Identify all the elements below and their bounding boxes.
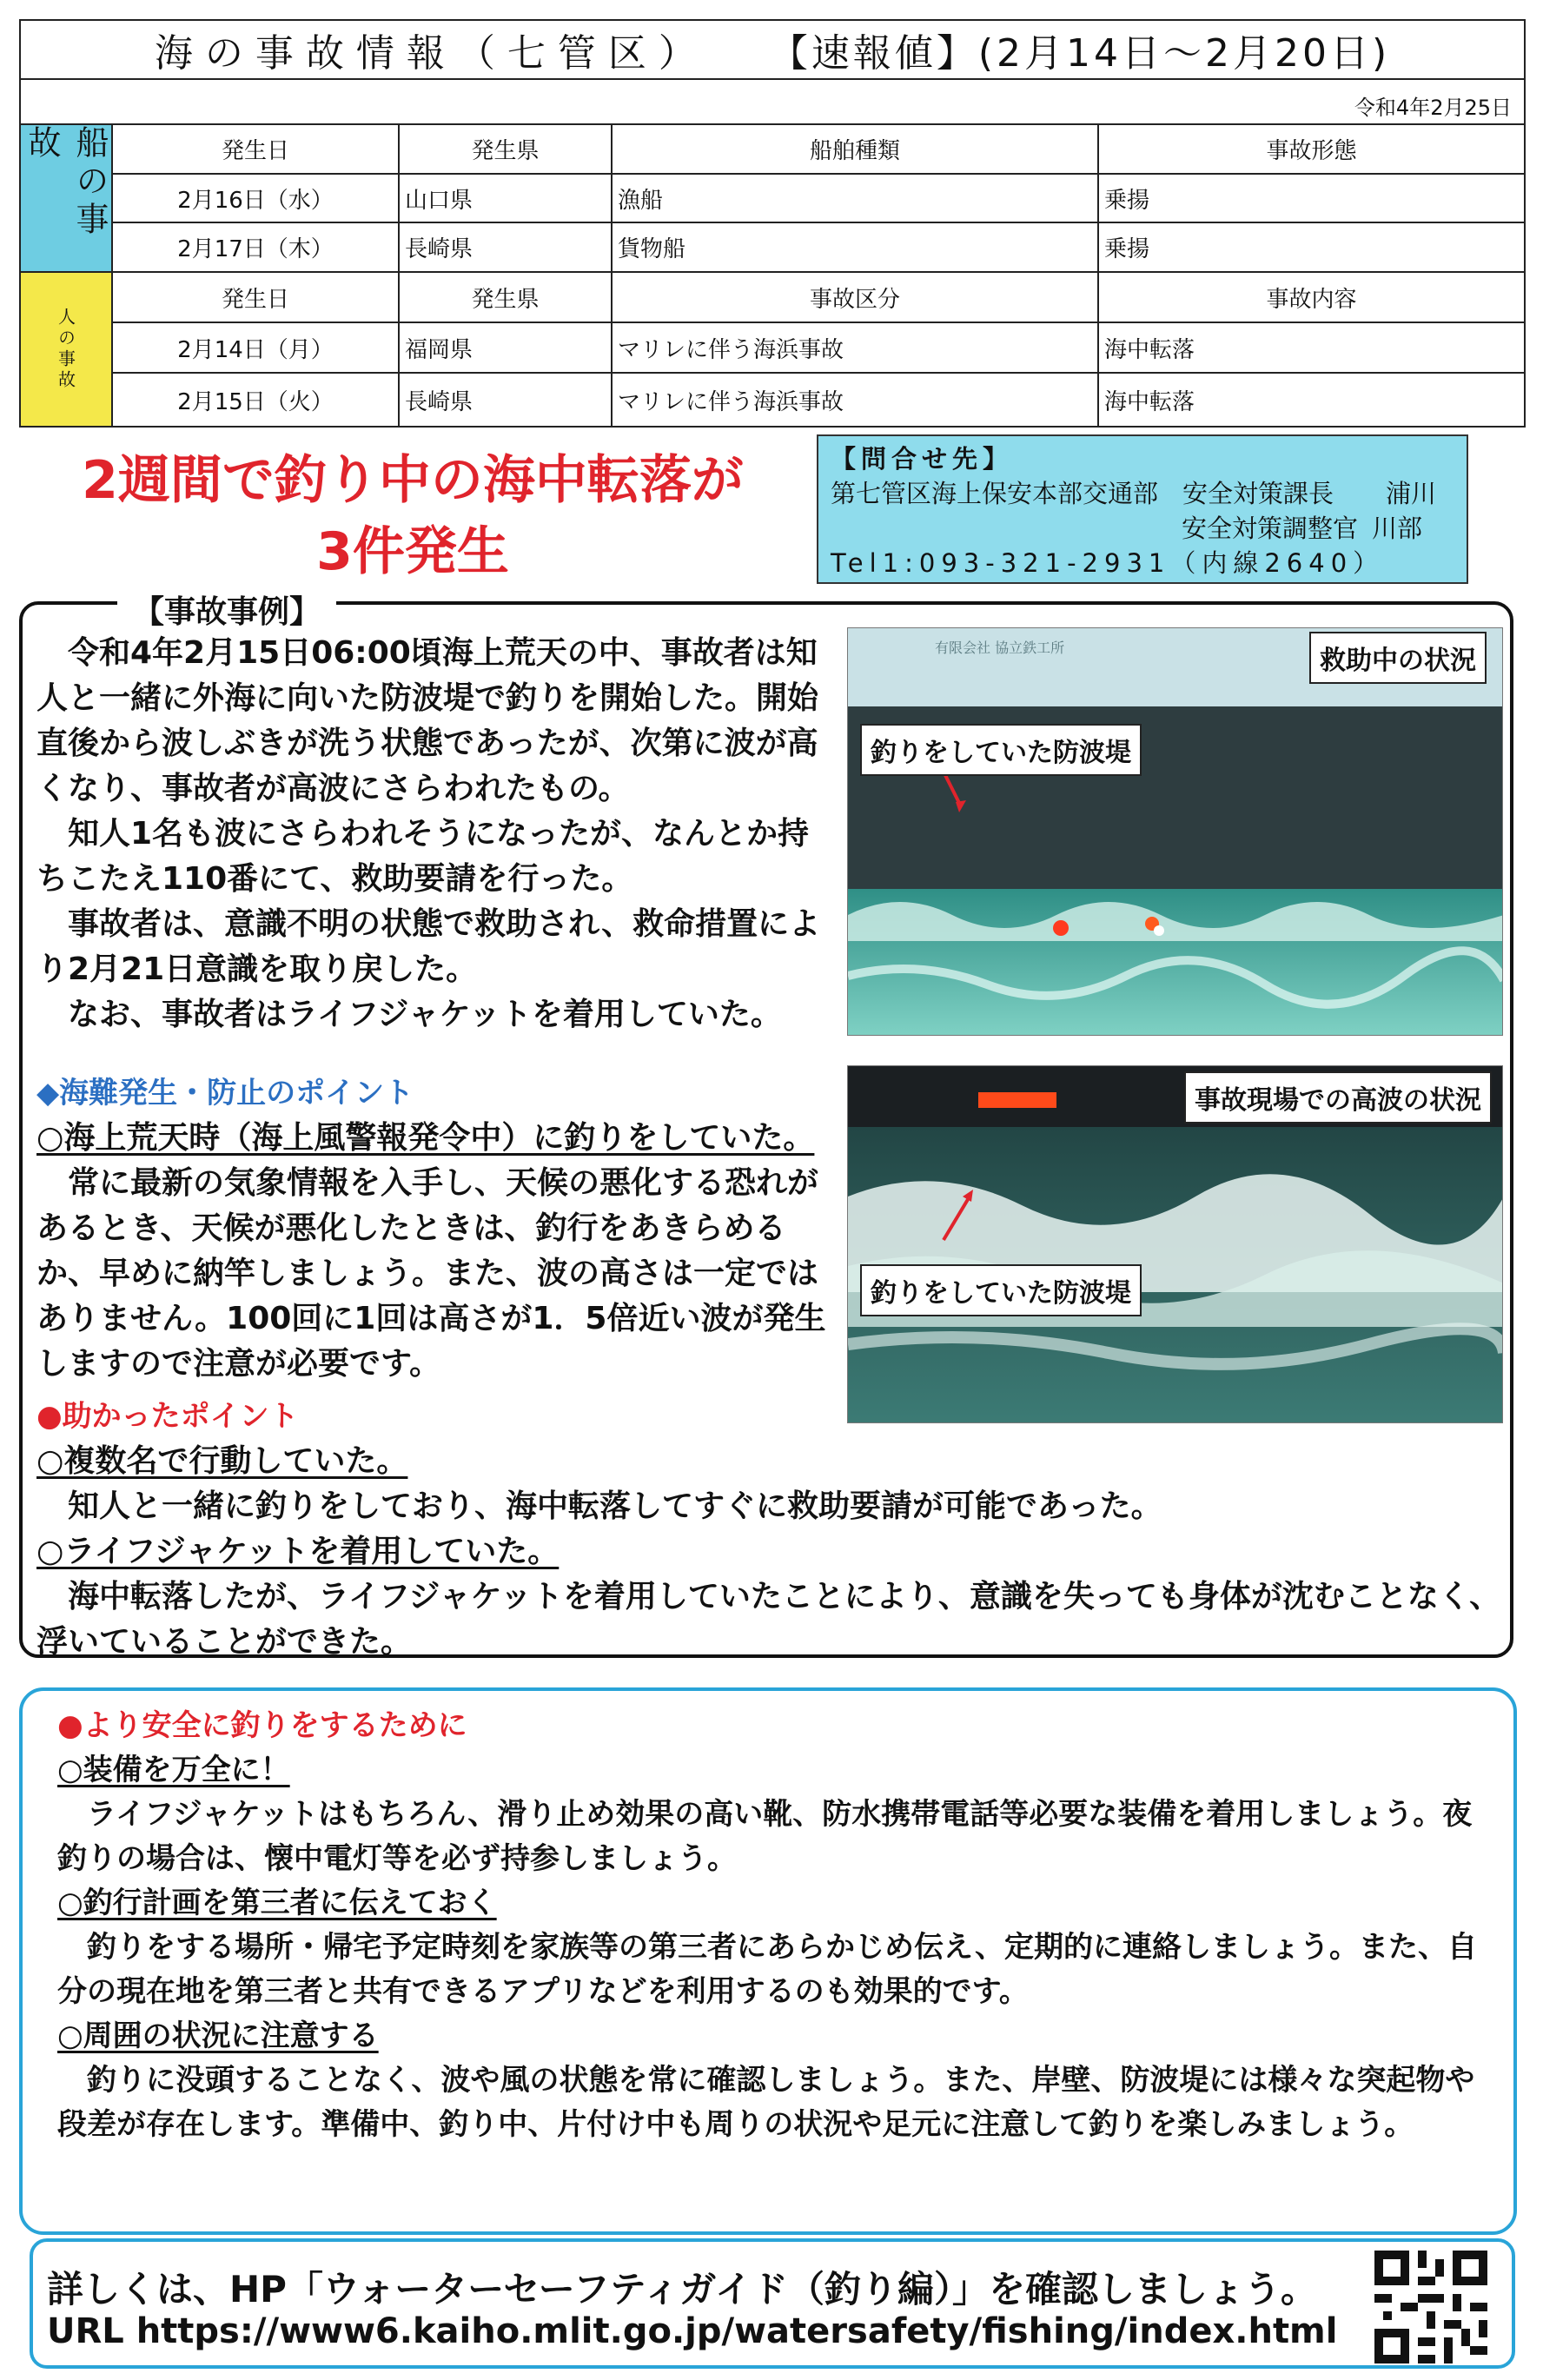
headline-line1: 2週間で釣り中の海中転落が <box>82 450 744 511</box>
footer-url[interactable]: URL https://www6.kaiho.mlit.go.jp/watersafety/fishing/index.html <box>47 2311 1338 2351</box>
person-accident-table <box>19 273 1526 428</box>
safety-item-text: 釣りをする場所・帰宅予定時刻を家族等の第三者にあらかじめ伝え、定期的に連絡しましょう。また、自分の現在地を第三者と共有できるアプリなどを利用するのも効果的です。 <box>57 1930 1478 2009</box>
case-label: 【事故事例】 <box>117 587 336 632</box>
table-cell: 海中転落 <box>1099 323 1524 374</box>
helped-point: ○複数名で行動していた。 <box>36 1443 408 1479</box>
table-cell: マリレに伴う海浜事故 <box>613 374 1099 426</box>
ship-accident-table <box>19 125 1526 273</box>
high-wave-photo <box>847 1065 1503 1423</box>
issue-date: 令和4年2月25日 <box>19 80 1526 125</box>
safety-item-text: 釣りに没頭することなく、波や風の状態を常に確認しましょう。また、岸壁、防波堤には様々な突起物や段差が存在します。準備中、釣り中、片付け中も周りの状況や足元に注意して釣りを楽しみましょう。 <box>57 2063 1475 2142</box>
table-cell: 山口県 <box>400 175 613 223</box>
photo-caption: 救助中の状況 <box>1309 632 1487 684</box>
report-period: 【速報値】(2月14日～2月20日) <box>769 31 1391 76</box>
safety-tips-box <box>19 1687 1517 2235</box>
contact-box <box>817 434 1468 584</box>
footer-guide-text: 詳しくは、HP「ウォーターセーフティガイド（釣り編）」を確認しましょう。 <box>47 2268 1318 2310</box>
table-cell: 乗揚 <box>1099 175 1524 223</box>
page-header <box>19 19 1526 80</box>
helped-point: ○ライフジャケットを着用していた。 <box>36 1534 560 1569</box>
safety-item-title: ○装備を万全に！ <box>57 1753 290 1787</box>
table-cell: 漁船 <box>613 175 1099 223</box>
table-cell: 乗揚 <box>1104 236 1150 262</box>
contact-title: 安全対策調整官 <box>1182 514 1359 543</box>
column-header: 事故形態 <box>1099 125 1524 175</box>
photo-pointer-caption: 釣りをしていた防波堤 <box>860 724 1142 776</box>
column-header: 事故区分 <box>613 273 1099 323</box>
rescue-photo-image <box>848 628 1503 1036</box>
rescue-photo <box>847 627 1503 1036</box>
table-cell: 2月17日（木） <box>113 223 400 271</box>
helped-text: 知人と一緒に釣りをしており、海中転落してすぐに救助要請が可能であった。 <box>68 1488 1162 1524</box>
qr-code-icon <box>1374 2251 1487 2363</box>
case-paragraph: 令和4年2月15日06:00頃海上荒天の中、事故者は知人と一緒に外海に向いた防波堤で釣りを開始した。開始直後から波しぶきが洗う状態であったが、次第に波が高くなり、事故者が高波にさらわれたもの。 <box>36 635 819 806</box>
ship-accident-label: 船の事故 <box>21 125 113 271</box>
prevention-section <box>36 1071 844 1387</box>
case-description <box>36 631 836 1038</box>
table-cell: 長崎県 <box>400 374 613 426</box>
table-cell: 2月16日（水） <box>113 175 400 223</box>
case-paragraph: なお、事故者はライフジャケットを着用していた。 <box>68 997 782 1032</box>
column-header: 事故内容 <box>1099 273 1524 323</box>
case-paragraph: 事故者は、意識不明の状態で救助され、救命措置により2月21日意識を取り戻した。 <box>36 906 821 987</box>
prevention-point: ○海上荒天時（海上風警報発令中）に釣りをしていた。 <box>36 1120 815 1156</box>
qr-code[interactable] <box>1374 2251 1487 2363</box>
column-header: 発生県 <box>400 273 613 323</box>
photo-sign-text: 有限会社 協立鉄工所 <box>935 640 1065 656</box>
contact-org: 第七管区海上保安本部交通部 <box>831 479 1159 508</box>
contact-phone: Tel1:093-321-2931（内線2640） <box>831 548 1385 578</box>
contact-heading: 【問合せ先】 <box>831 444 1014 474</box>
table-cell: マリレに伴う海浜事故 <box>613 323 1099 374</box>
safety-item-text: ライフジャケットはもちろん、滑り止め効果の高い靴、防水携帯電話等必要な装備を着用しましょう。夜釣りの場合は、懐中電灯等を必ず持参しましょう。 <box>57 1797 1473 1876</box>
headline <box>26 445 799 587</box>
column-header: 発生県 <box>400 125 613 175</box>
helped-section <box>36 1394 1505 1665</box>
column-header: 船舶種類 <box>613 125 1099 175</box>
table-cell: 貨物船 <box>613 223 1099 271</box>
contact-name: 浦川 <box>1386 479 1437 508</box>
table-cell: 2月14日（月） <box>113 323 400 374</box>
table-cell: 長崎県 <box>400 223 613 271</box>
column-header: 発生日 <box>113 273 400 323</box>
column-header: 発生日 <box>113 125 400 175</box>
table-cell: 海中転落 <box>1104 388 1195 415</box>
contact-title: 安全対策課長 <box>1182 479 1334 508</box>
safety-heading: ●より安全に釣りをするために <box>57 1708 467 1743</box>
photo-caption: 事故現場での高波の状況 <box>1184 1071 1492 1124</box>
prevention-text: 常に最新の気象情報を入手し、天候の悪化する恐れがあるとき、天候が悪化したときは、釣行をあきらめるか、早めに納竿しましょう。また、波の高さは一定ではありません。100回に1回は高さが1．5倍近い波が発生しますので注意が必要です。 <box>36 1165 826 1382</box>
case-paragraph: 知人1名も波にさらわれそうになったが、なんとか持ちこたえ110番にて、救助要請を行った。 <box>36 816 810 897</box>
safety-item-title: ○釣行計画を第三者に伝えておく <box>57 1886 497 1920</box>
table-cell: 福岡県 <box>400 323 613 374</box>
prevention-heading: ◆海難発生・防止のポイント <box>36 1076 414 1110</box>
safety-item-title: ○周囲の状況に注意する <box>57 2019 379 2053</box>
page-title: 海の事故情報（七管区） <box>154 31 709 76</box>
person-accident-label: 人の事故 <box>21 273 113 426</box>
contact-name: 川部 <box>1372 514 1423 543</box>
table-cell: 2月15日（火） <box>113 374 400 426</box>
helped-text: 海中転落したが、ライフジャケットを着用していたことにより、意識を失っても身体が沈むことなく、浮いていることができた。 <box>36 1579 1501 1660</box>
photo-pointer-caption: 釣りをしていた防波堤 <box>860 1264 1142 1316</box>
helped-heading: ●助かったポイント <box>36 1399 299 1434</box>
headline-line2: 3件発生 <box>316 521 509 582</box>
